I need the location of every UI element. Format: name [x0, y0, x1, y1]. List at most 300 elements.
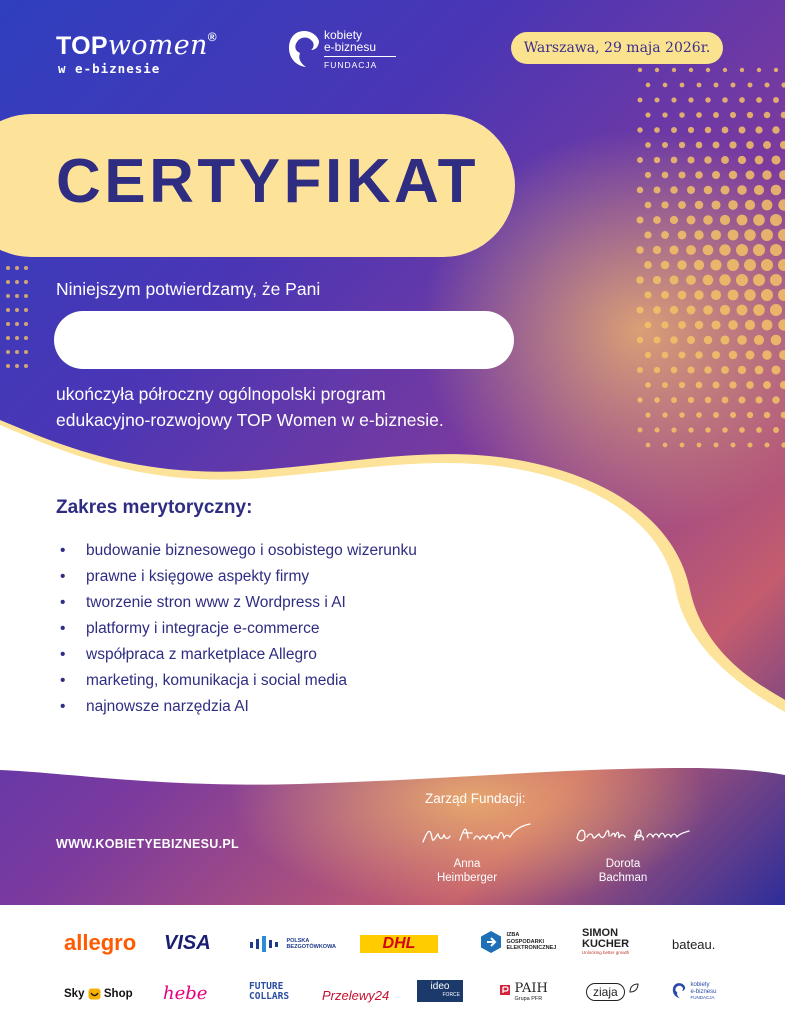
halftone-dot — [762, 170, 771, 179]
halftone-dot — [15, 294, 19, 298]
website-link[interactable]: WWW.KOBIETYEBIZNESU.PL — [56, 837, 239, 851]
sponsor-bateau: bateau. — [672, 937, 716, 952]
halftone-dot — [736, 274, 748, 286]
halftone-dot — [24, 308, 28, 312]
halftone-dot — [671, 367, 678, 374]
scope-item: • prawne i księgowe aspekty firmy — [56, 564, 417, 590]
sponsor-skyshop — [64, 988, 133, 1000]
halftone-dot — [644, 231, 651, 238]
halftone-dot — [687, 306, 696, 315]
sponsor-simon-kucher — [582, 928, 629, 956]
halftone-dot — [644, 261, 652, 269]
date-badge: Warszawa, 29 maja 2026r. — [511, 32, 723, 64]
igee-line-3: ELEKTRONICZNEJ — [506, 945, 557, 952]
halftone-dot — [15, 308, 19, 312]
halftone-dot — [761, 229, 773, 241]
halftone-dot — [15, 280, 19, 284]
halftone-dot — [15, 322, 19, 326]
halftone-dot — [678, 231, 687, 240]
halftone-dot — [687, 186, 695, 194]
halftone-dot — [654, 157, 660, 163]
halftone-dot — [728, 200, 738, 210]
halftone-dot — [712, 171, 720, 179]
halftone-dot — [781, 112, 785, 119]
sponsor-paih — [500, 982, 548, 1003]
simon-line-2: KUCHER — [582, 938, 630, 950]
halftone-dot — [722, 97, 728, 103]
halftone-dot — [770, 304, 782, 316]
halftone-dot — [679, 112, 685, 118]
halftone-dot — [694, 230, 703, 239]
halftone-dot — [669, 245, 678, 254]
completion-line-2: edukacyjno-rozwojowy TOP Women w e-biznesie. — [56, 410, 444, 430]
bars-icon — [250, 936, 282, 952]
halftone-dot — [638, 428, 643, 433]
halftone-dot — [772, 396, 780, 404]
halftone-dot — [771, 365, 780, 374]
logo-women: women — [107, 30, 208, 61]
halftone-dot — [746, 141, 754, 149]
halftone-dot — [678, 321, 686, 329]
halftone-dot — [645, 202, 652, 209]
halftone-dot — [714, 443, 719, 448]
halftone-dot — [705, 427, 710, 432]
halftone-dot — [764, 112, 771, 119]
halftone-dot — [687, 366, 694, 373]
kobiety-line-2: e-biznesu — [690, 988, 717, 995]
halftone-dot — [671, 397, 677, 403]
halftone-dot — [6, 336, 10, 340]
sponsor-ziaja — [586, 983, 639, 1001]
board-label: Zarząd Fundacji: — [425, 791, 526, 806]
halftone-dot — [645, 172, 651, 178]
halftone-dot — [654, 367, 660, 373]
halftone-dot — [714, 83, 719, 88]
halftone-dot — [646, 83, 651, 88]
halftone-dot — [654, 397, 660, 403]
completion-text — [56, 381, 576, 433]
halftone-dot — [744, 289, 756, 301]
halftone-dot — [737, 305, 748, 316]
halftone-dot — [747, 412, 753, 418]
halftone-dot — [746, 351, 755, 360]
halftone-dot — [747, 442, 752, 447]
halftone-dot — [771, 185, 782, 196]
halftone-dot — [15, 266, 19, 270]
halftone-dot — [703, 215, 713, 225]
halftone-dot — [737, 215, 748, 226]
halftone-dot — [755, 396, 762, 403]
halftone-dot — [671, 127, 677, 133]
halftone-dot — [655, 68, 659, 72]
halftone-dot — [688, 397, 694, 403]
halftone-dot — [6, 322, 10, 326]
halftone-dot — [678, 201, 686, 209]
halftone-dot — [670, 216, 678, 224]
halftone-dot — [697, 443, 702, 448]
halftone-dot — [645, 112, 650, 117]
halftone-dot — [745, 320, 755, 330]
halftone-dot — [719, 244, 730, 255]
smile-icon — [88, 988, 101, 1000]
halftone-dot — [688, 427, 693, 432]
halftone-dot — [737, 335, 747, 345]
halftone-dot — [722, 397, 729, 404]
halftone-dot — [670, 336, 678, 344]
halftone-dot — [670, 306, 678, 314]
halftone-dot — [670, 186, 678, 194]
halftone-dot — [678, 171, 685, 178]
halftone-dot — [680, 83, 685, 88]
halftone-dot — [653, 246, 661, 254]
halftone-dot — [738, 366, 746, 374]
halftone-dot — [24, 294, 28, 298]
halftone-dot — [671, 427, 676, 432]
paih-sub: Grupa PFR — [514, 996, 543, 1002]
sponsor-visa: VISA — [164, 932, 211, 954]
halftone-dot — [678, 291, 687, 300]
scope-list — [56, 538, 417, 720]
halftone-dot — [764, 412, 771, 419]
halftone-dot — [755, 156, 764, 165]
logo-subtitle: w e-biznesie — [58, 61, 161, 76]
halftone-dot — [713, 382, 720, 389]
halftone-dot — [757, 68, 761, 72]
halftone-dot — [6, 308, 10, 312]
halftone-dot — [24, 336, 28, 340]
halftone-dot — [754, 185, 764, 195]
halftone-dot — [771, 155, 780, 164]
halftone-dot — [653, 276, 661, 284]
sponsor-future-collars — [249, 982, 289, 1002]
halftone-dot — [711, 290, 721, 300]
sponsor-hebe: hebe — [163, 983, 208, 1004]
kobiety-line-3: FUNDACJA — [690, 995, 715, 1000]
halftone-dot — [744, 259, 756, 271]
halftone-dot — [695, 351, 703, 359]
recipient-name-field[interactable] — [54, 311, 514, 369]
halftone-dot — [711, 230, 721, 240]
halftone-dot — [679, 142, 685, 148]
logo-top: TOP — [56, 32, 108, 60]
halftone-dot — [736, 244, 748, 256]
halftone-dot — [696, 142, 703, 149]
halftone-dot — [704, 186, 713, 195]
igee-line-2: GOSPODARKI — [506, 938, 545, 945]
sponsor-polska-bezgotowkowa — [250, 935, 336, 953]
halftone-dot — [772, 126, 780, 134]
halftone-dot — [695, 321, 703, 329]
halftone-dot — [689, 68, 693, 72]
halftone-dot — [637, 367, 643, 373]
halftone-dot — [703, 305, 713, 315]
simon-tagline: Unlocking better growth — [582, 950, 630, 955]
halftone-dot — [686, 275, 696, 285]
halftone-dot — [654, 127, 660, 133]
halftone-dot — [696, 382, 703, 389]
halftone-dot — [24, 350, 28, 354]
scope-item: • platformy i integracje e-commerce — [56, 616, 417, 642]
halftone-dot — [755, 366, 764, 375]
halftone-dot — [6, 280, 10, 284]
halftone-dot — [753, 304, 765, 316]
scope-heading: Zakres merytoryczny: — [56, 497, 253, 518]
halftone-dot — [728, 290, 739, 301]
signer-dorota-bachman — [568, 857, 678, 885]
halftone-dot — [773, 427, 779, 433]
halftone-dot — [706, 68, 710, 72]
halftone-dot — [774, 68, 778, 72]
paih-name: PAIH — [514, 981, 548, 996]
halftone-dot — [661, 291, 669, 299]
halftone-dot — [727, 259, 739, 271]
intro-text: Niniejszym potwierdzamy, że Pani — [56, 279, 321, 299]
halftone-dot — [730, 412, 736, 418]
halftone-dot — [703, 245, 714, 256]
signature-anna-heimberger — [420, 818, 535, 850]
future-line-1: FUTURE — [249, 981, 284, 992]
scope-item: • najnowsze narzędzia AI — [56, 694, 417, 720]
ziaja-text: ziaja — [586, 983, 625, 1001]
halftone-dot — [703, 275, 714, 286]
halftone-dot — [705, 97, 710, 102]
halftone-dot — [645, 412, 650, 417]
skyshop-right: Shop — [103, 988, 133, 1001]
halftone-dot — [720, 335, 729, 344]
halftone-dot — [721, 156, 729, 164]
halftone-dot — [653, 216, 661, 224]
halftone-dot — [773, 97, 779, 103]
halftone-dot — [713, 112, 719, 118]
halftone-dot — [654, 97, 659, 102]
signer-first-name: Dorota — [605, 858, 641, 870]
halftone-dot — [781, 82, 785, 87]
sponsor-kobiety-e-biznesu — [672, 982, 716, 1002]
halftone-dot — [653, 306, 661, 314]
future-line-2: COLLARS — [249, 991, 290, 1002]
skyshop-left: Sky — [64, 988, 85, 1001]
halftone-dot — [721, 366, 729, 374]
halftone-dot — [645, 382, 651, 388]
halftone-dot — [672, 68, 676, 72]
halftone-dot — [637, 307, 644, 314]
halftone-dot — [662, 352, 669, 359]
halftone-dot — [697, 83, 702, 88]
scope-item: • marketing, komunikacja i social media — [56, 668, 417, 694]
sponsor-allegro: allegro — [64, 930, 137, 955]
halftone-dot — [771, 335, 782, 346]
halftone-dot — [687, 336, 695, 344]
scope-item: • tworzenie stron www z Wordpress i AI — [56, 590, 417, 616]
halftone-dot — [710, 259, 721, 270]
halftone-dot — [711, 200, 720, 209]
halftone-dot — [763, 141, 771, 149]
halftone-dot — [654, 427, 659, 432]
halftone-dot — [764, 442, 769, 447]
signer-last-name: Heimberger — [436, 872, 498, 884]
woman-profile-icon — [287, 29, 321, 69]
halftone-dot — [753, 244, 765, 256]
halftone-dot — [678, 351, 685, 358]
halftone-dot — [663, 83, 668, 88]
halftone-dot — [744, 229, 756, 241]
halftone-dot — [661, 201, 668, 208]
halftone-dot — [753, 274, 765, 286]
certificate-title: CERTYFIKAT — [56, 147, 480, 216]
polska-line-1: POLSKA — [286, 937, 310, 944]
halftone-dot — [654, 187, 661, 194]
halftone-dot — [661, 231, 669, 239]
halftone-dot — [671, 157, 678, 164]
halftone-dot — [729, 381, 736, 388]
halftone-dot — [6, 266, 10, 270]
halftone-dot — [728, 230, 739, 241]
halftone-dot — [15, 364, 19, 368]
halftone-dot — [745, 200, 755, 210]
halftone-dot — [712, 351, 720, 359]
dhl-text: DHL — [382, 935, 416, 952]
halftone-dot — [695, 171, 703, 179]
halftone-dot — [762, 350, 771, 359]
halftone-dot — [780, 141, 785, 149]
halftone-dot — [739, 97, 745, 103]
halftone-dot — [662, 382, 668, 388]
halftone-dot — [696, 112, 702, 118]
halftone-dot — [637, 157, 643, 163]
halftone-dot — [645, 142, 651, 148]
paih-square-icon — [500, 985, 510, 995]
halftone-dot — [728, 320, 738, 330]
halftone-dot — [739, 127, 746, 134]
halftone-dot — [723, 68, 727, 72]
halftone-dot — [739, 397, 746, 404]
sponsor-ideo-force — [417, 980, 463, 1002]
halftone-dot — [704, 366, 712, 374]
signer-first-name: Anna — [453, 858, 481, 870]
top-women-logo — [56, 30, 217, 61]
halftone-dot — [730, 112, 736, 118]
halftone-dot — [729, 141, 736, 148]
hexagon-icon — [480, 930, 502, 954]
halftone-dot — [15, 336, 19, 340]
halftone-dot — [753, 214, 765, 226]
halftone-dot — [637, 337, 643, 343]
halftone-dot — [704, 156, 712, 164]
halftone-dot — [729, 171, 737, 179]
polska-line-2: BEZGOTÓWKOWA — [286, 943, 336, 950]
halftone-dot — [637, 397, 642, 402]
halftone-dot — [669, 275, 678, 284]
halftone-dot — [671, 97, 676, 102]
halftone-dot — [688, 97, 693, 102]
halftone-dot — [747, 82, 752, 87]
halftone-dot — [638, 98, 643, 103]
scope-item: • budowanie biznesowego i osobistego wizerunku — [56, 538, 417, 564]
halftone-dot — [746, 171, 755, 180]
halftone-dot — [694, 290, 703, 299]
signer-anna-heimberger — [412, 857, 522, 885]
halftone-dots-left — [6, 266, 28, 368]
halftone-dot — [711, 320, 720, 329]
sponsor-igee — [480, 930, 556, 954]
halftone-dot — [24, 280, 28, 284]
foundation-logo-text — [324, 29, 414, 71]
halftone-dot — [705, 127, 711, 133]
halftone-dot — [761, 289, 773, 301]
ideo-line-2: FORCE — [442, 992, 460, 998]
halftone-dot — [662, 412, 667, 417]
halftone-dot — [705, 397, 711, 403]
halftone-dot — [679, 412, 685, 418]
halftone-dot — [680, 443, 685, 448]
completion-line-1: ukończyła półroczny ogólnopolski program — [56, 384, 386, 404]
halftone-dot — [694, 260, 704, 270]
halftone-dot — [687, 156, 694, 163]
foundation-line-1: kobiety — [324, 28, 363, 42]
halftone-dot — [770, 214, 782, 226]
halftone-dot — [24, 322, 28, 326]
halftone-dot — [637, 217, 644, 224]
halftone-dot — [763, 381, 771, 389]
simon-line-1: SIMON — [582, 927, 619, 939]
foundation-line-3: FUNDACJA — [324, 56, 396, 71]
halftone-dot — [756, 97, 762, 103]
halftone-dot — [756, 427, 762, 433]
logo-registered-mark: ® — [207, 30, 217, 44]
halftone-dot — [661, 321, 668, 328]
halftone-dot — [688, 127, 694, 133]
foundation-line-2: e-biznesu — [324, 40, 377, 54]
halftone-dot — [731, 83, 736, 88]
leaf-icon — [629, 983, 639, 993]
halftone-dot — [637, 187, 643, 193]
halftone-dot — [761, 259, 773, 271]
halftone-dot — [661, 261, 670, 270]
halftone-dot — [662, 172, 669, 179]
halftone-dot — [770, 274, 782, 286]
halftone-dot — [739, 427, 745, 433]
halftone-dot — [754, 335, 764, 345]
halftone-dot — [762, 320, 773, 331]
halftone-dot — [746, 381, 754, 389]
kobiety-line-1: kobiety — [690, 982, 710, 988]
halftone-dot — [646, 443, 651, 448]
halftone-dot — [695, 201, 703, 209]
halftone-dot — [687, 216, 696, 225]
halftone-dot — [704, 336, 713, 345]
halftone-dot — [713, 142, 720, 149]
halftone-dot — [720, 185, 729, 194]
halftone-dot — [755, 126, 762, 133]
sponsor-dhl — [360, 935, 438, 953]
halftone-dot — [15, 350, 19, 354]
halftone-dot — [764, 82, 769, 87]
ideo-line-1: ideo — [430, 981, 450, 992]
halftone-dot — [6, 294, 10, 298]
halftone-dot — [737, 185, 747, 195]
igee-line-1: IZBA — [506, 932, 520, 939]
sponsor-przelewy24: Przelewy24 — [322, 988, 390, 1003]
halftone-dot — [686, 245, 696, 255]
halftone-dot — [637, 127, 642, 132]
halftone-dot — [6, 350, 10, 354]
halftone-dot — [677, 260, 686, 269]
halftone-dot — [645, 352, 651, 358]
halftone-dot — [722, 127, 729, 134]
halftone-dot — [24, 266, 28, 270]
halftone-dot — [636, 246, 644, 254]
halftone-dot — [719, 274, 730, 285]
